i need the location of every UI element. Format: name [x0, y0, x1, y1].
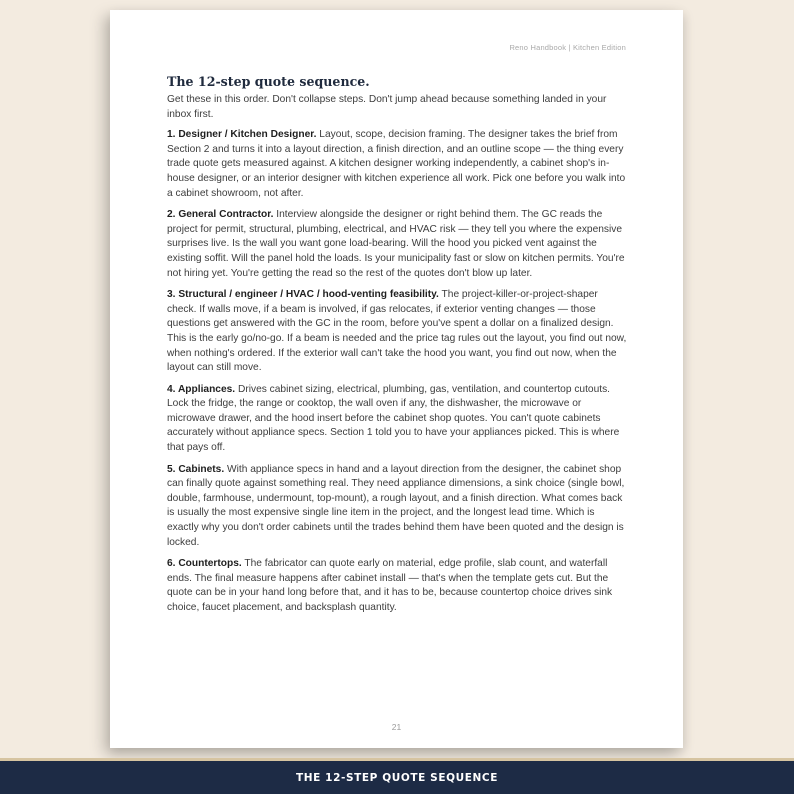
step-text: The project-killer-or-project-shaper check. If walls move, if a beam is involved, if gas relocates, if exterior venting changes — those questions get answered with the GC in the room, before you've spent a dollar on a finalized design. This is the early go/no-go. If a beam is needed and the price tag rules out the layout, you find out now, when nothing's ordered. If the exterior wall can't take the hood you want, you find out now, when the layout can still move. [167, 289, 627, 374]
step-6 [167, 557, 629, 615]
step-2 [167, 208, 629, 281]
step-label: 3. Structural / engineer / HVAC / hood-venting feasibility. [167, 289, 439, 301]
step-label: 5. Cabinets. [167, 463, 225, 475]
step-label: 4. Appliances. [167, 383, 236, 395]
step-text: With appliance specs in hand and a layout direction from the designer, the cabinet shop can finally quote against something real. They need appliance dimensions, a sink choice (single bowl, double, farmhouse, undermount, top-mount), a rough layout, and a finish direction. What comes back is usually the most expensive single line item in the project, and the longest lead time. Which is exactly why you don't order cabinets until the trades behind them have been quoted and the design is locked. [167, 463, 625, 548]
step-5 [167, 463, 629, 551]
running-header: Reno Handbook | Kitchen Edition [509, 43, 626, 52]
step-text: Interview alongside the designer or right behind them. The GC reads the project for permit, structural, plumbing, electrical, and HVAC risk — they tell you where the expensive surprises live. Is the wall you want gone load-bearing. Will the hood you picked vent against the existing soffit. Will the panel hold the loads. Is your municipality fast or slow on kitchen permits. You're not hiring yet. You're getting the read so the rest of the quotes don't blow up later. [167, 209, 625, 279]
page-number: 21 [391, 722, 402, 732]
step-text: The fabricator can quote early on material, edge profile, slab count, and waterfall ends. The final measure happens after cabinet install — that's when the template gets cut. But the quote can be in your hand long before that, and it has to be, because countertop choice drives sink choice, faucet placement, and backsplash quantity. [167, 558, 613, 613]
step-label: 2. General Contractor. [167, 209, 274, 221]
step-1 [167, 128, 629, 201]
step-3 [167, 288, 629, 376]
page-content [167, 74, 629, 623]
section-title: The 12-step quote sequence. [167, 74, 370, 89]
step-label: 1. Designer / Kitchen Designer. [167, 129, 317, 141]
title-banner [0, 758, 794, 794]
document-page [110, 10, 683, 748]
section-intro: Get these in this order. Don't collapse steps. Don't jump ahead because something landed in your inbox first. [167, 94, 607, 120]
step-label: 6. Countertops. [167, 558, 242, 570]
step-4 [167, 383, 629, 456]
banner-title: THE 12-STEP QUOTE SEQUENCE [296, 771, 498, 784]
step-text: Layout, scope, decision framing. The designer takes the brief from Section 2 and turns it into a layout direction, a finish direction, and an outline scope — the thing every trade quote gets measured against. A kitchen designer working independently, a cabinet shop's in-house designer, or an interior designer with kitchen experience all work. Pick one before you walk into a cabinet showroom, not after. [167, 129, 626, 199]
step-text: Drives cabinet sizing, electrical, plumbing, gas, ventilation, and countertop cutouts. Lock the fridge, the range or cooktop, the wall oven if any, the dishwasher, the microwave or microwave drawer, and the hood insert before the cabinet shop quotes. You can't quote cabinets accurately without appliance specs. Section 1 told you to have your appliances picked. This is where that pays off. [167, 383, 620, 454]
